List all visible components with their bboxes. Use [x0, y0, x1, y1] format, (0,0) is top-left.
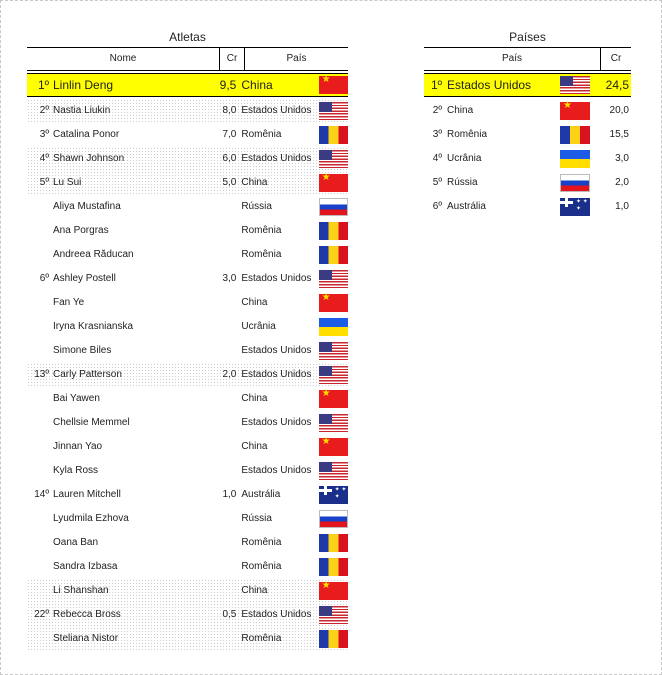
country-name: Romênia [241, 225, 282, 236]
country-name: Romênia [241, 537, 282, 548]
athlete-row [27, 627, 348, 651]
rank-cell [27, 315, 51, 339]
country-name: China [241, 585, 268, 596]
athletes-title: Atletas [169, 30, 206, 44]
header-country: País [501, 53, 522, 64]
cn-flag-icon [319, 174, 348, 192]
ua-flag-icon [560, 150, 590, 168]
cn-flag-icon [319, 390, 348, 408]
athlete-name: Jinnan Yao [53, 441, 103, 452]
country-name: Ucrânia [241, 321, 276, 332]
country-name: Romênia [241, 633, 282, 644]
name-cell [27, 507, 215, 531]
name-cell [27, 147, 215, 171]
cr-cell: 2,0 [615, 177, 629, 188]
cr-column [215, 555, 239, 579]
cr-cell: 3,0 [615, 153, 629, 164]
rank-cell [27, 627, 51, 651]
country-name: China [241, 177, 268, 188]
cn-flag-icon [319, 294, 348, 312]
rank-cell: 13º [34, 369, 49, 380]
athlete-row [27, 73, 348, 97]
cr-column: 5,0 [222, 177, 237, 188]
ru-flag-icon [319, 510, 348, 528]
athlete-name: Shawn Johnson [53, 153, 125, 164]
cr-column [215, 459, 239, 483]
athlete-name: Nastia Liukin [53, 105, 111, 116]
country-name: Romênia [241, 249, 282, 260]
cr-column [215, 507, 239, 531]
country-name: Rússia [447, 177, 478, 188]
cr-column [215, 627, 239, 651]
cr-column [215, 387, 239, 411]
rank-cell: 5º [39, 177, 49, 188]
cr-column: 0,5 [222, 609, 237, 620]
countries-title: Países [509, 30, 546, 44]
rank-cell [27, 435, 51, 459]
athlete-name: Fan Ye [53, 297, 85, 308]
name-cell [27, 267, 215, 291]
athlete-row [27, 483, 348, 507]
countries-header [424, 47, 631, 71]
ru-flag-icon [319, 198, 348, 216]
athlete-row [27, 123, 348, 147]
country-name: Estados Unidos [241, 105, 312, 116]
country-row [424, 123, 631, 147]
cr-cell: 24,5 [605, 78, 629, 92]
name-cell [27, 627, 215, 651]
country-name: Estados Unidos [241, 417, 312, 428]
cr-column: 6,0 [222, 153, 237, 164]
name-cell [27, 171, 215, 195]
country-row [424, 171, 631, 195]
athlete-row [27, 339, 348, 363]
cr-column [215, 291, 239, 315]
name-cell [27, 123, 215, 147]
rank-cell [27, 507, 51, 531]
athlete-name: Linlin Deng [53, 78, 114, 92]
athlete-row [27, 171, 348, 195]
country-name: Austrália [241, 489, 281, 500]
athlete-row [27, 435, 348, 459]
athlete-name: Aliya Mustafina [53, 201, 121, 212]
rank-cell: 3º [39, 129, 49, 140]
athlete-name: Iryna Krasnianska [53, 321, 134, 332]
country-name: Estados Unidos [241, 369, 312, 380]
rank-cell: 6º [39, 273, 49, 284]
athlete-row [27, 459, 348, 483]
country-name: Romênia [241, 129, 282, 140]
country-row [424, 195, 631, 219]
name-cell [27, 459, 215, 483]
name-cell [27, 387, 215, 411]
rank-cell [27, 531, 51, 555]
name-cell [27, 363, 215, 387]
rank-cell [27, 219, 51, 243]
country-name: Ucrânia [447, 153, 482, 164]
us-flag-icon [319, 102, 348, 120]
athlete-name: Catalina Ponor [53, 129, 120, 140]
cr-column [215, 411, 239, 435]
athlete-name: Simone Biles [53, 345, 112, 356]
country-name: China [241, 393, 268, 404]
header-cr: Cr [600, 48, 631, 70]
us-flag-icon [319, 342, 348, 360]
us-flag-icon [560, 76, 590, 94]
athlete-name: Ashley Postell [53, 273, 116, 284]
rank-cell [27, 579, 51, 603]
athlete-row [27, 243, 348, 267]
ro-flag-icon [319, 126, 348, 144]
name-cell [27, 291, 215, 315]
athlete-row [27, 507, 348, 531]
rank-cell: 2º [432, 105, 442, 116]
country-name: Romênia [241, 561, 282, 572]
country-row [424, 73, 631, 97]
cr-cell: 20,0 [609, 105, 629, 116]
cr-column [215, 243, 239, 267]
name-cell [27, 315, 215, 339]
country-row [424, 147, 631, 171]
name-cell [27, 411, 215, 435]
rank-cell [27, 387, 51, 411]
athlete-name: Rebecca Bross [53, 609, 121, 620]
country-name: Estados Unidos [241, 273, 312, 284]
rank-cell: 6º [432, 201, 442, 212]
cn-flag-icon [319, 438, 348, 456]
us-flag-icon [319, 462, 348, 480]
athlete-row [27, 195, 348, 219]
name-cell [27, 74, 215, 96]
country-name: Estados Unidos [241, 609, 312, 620]
name-cell [27, 603, 215, 627]
ro-flag-icon [319, 534, 348, 552]
cr-column [215, 219, 239, 243]
country-name: China [241, 78, 273, 92]
athlete-row [27, 555, 348, 579]
country-name: Estados Unidos [447, 78, 532, 92]
country-name: China [447, 105, 474, 116]
country-name: Estados Unidos [241, 465, 312, 476]
ro-flag-icon [319, 246, 348, 264]
ru-flag-icon [560, 174, 590, 192]
athlete-row [27, 411, 348, 435]
us-flag-icon [319, 606, 348, 624]
ro-flag-icon [319, 630, 348, 648]
ro-flag-icon [560, 126, 590, 144]
rank-cell [27, 243, 51, 267]
rank-cell [27, 339, 51, 363]
cr-column: 2,0 [222, 369, 237, 380]
athlete-row [27, 387, 348, 411]
name-cell [27, 195, 215, 219]
cr-column [215, 579, 239, 603]
athlete-row [27, 531, 348, 555]
ro-flag-icon [319, 558, 348, 576]
athlete-row [27, 291, 348, 315]
name-cell [27, 435, 215, 459]
athlete-row [27, 603, 348, 627]
rank-cell: 22º [34, 609, 49, 620]
cr-column [215, 339, 239, 363]
cr-column [215, 315, 239, 339]
cr-column [215, 195, 239, 219]
country-name: Estados Unidos [241, 345, 312, 356]
rank-cell: 14º [34, 489, 49, 500]
header-name: Nome [109, 53, 137, 64]
cr-cell: 15,5 [609, 129, 629, 140]
name-cell [27, 219, 215, 243]
athlete-name: Chellsie Memmel [53, 417, 130, 428]
cr-cell: 1,0 [615, 201, 629, 212]
au-flag-icon [319, 486, 348, 504]
countries-rows [424, 73, 631, 219]
header-cr: Cr [219, 48, 244, 70]
athlete-name: Bai Yawen [53, 393, 100, 404]
athlete-row [27, 219, 348, 243]
country-row [424, 99, 631, 123]
country-name: China [241, 297, 268, 308]
rank-cell: 4º [39, 153, 49, 164]
athlete-name: Kyla Ross [53, 465, 99, 476]
name-cell [27, 243, 215, 267]
cr-column [215, 531, 239, 555]
rank-cell: 2º [39, 105, 49, 116]
rank-cell: 1º [430, 78, 442, 92]
rank-cell [27, 195, 51, 219]
cr-column: 8,0 [222, 105, 237, 116]
cn-flag-icon [319, 76, 348, 94]
athlete-row [27, 315, 348, 339]
cn-flag-icon [319, 582, 348, 600]
athlete-name: Sandra Izbasa [53, 561, 118, 572]
rank-cell [27, 411, 51, 435]
country-name: Rússia [241, 513, 272, 524]
country-name: Austrália [447, 201, 486, 212]
rank-cell [27, 555, 51, 579]
name-cell [27, 483, 215, 507]
rank-cell: 4º [432, 153, 442, 164]
athlete-row [27, 267, 348, 291]
ua-flag-icon [319, 318, 348, 336]
cr-column [215, 435, 239, 459]
name-cell [27, 555, 215, 579]
country-name: China [241, 441, 268, 452]
cr-column: 3,0 [222, 273, 237, 284]
rank-cell [27, 459, 51, 483]
country-name: Estados Unidos [241, 153, 312, 164]
name-cell [27, 339, 215, 363]
rank-cell: 5º [432, 177, 442, 188]
athlete-name: Oana Ban [53, 537, 99, 548]
us-flag-icon [319, 270, 348, 288]
athlete-row [27, 99, 348, 123]
athlete-row [27, 147, 348, 171]
ro-flag-icon [319, 222, 348, 240]
us-flag-icon [319, 414, 348, 432]
athlete-name: Ana Porgras [53, 225, 109, 236]
us-flag-icon [319, 366, 348, 384]
us-flag-icon [319, 150, 348, 168]
athlete-name: Andreea Răducan [53, 249, 134, 260]
athlete-name: Steliana Nistor [53, 633, 119, 644]
cr-column: 1,0 [222, 489, 237, 500]
country-name: Romênia [447, 129, 488, 140]
cr-column: 9,5 [219, 78, 237, 92]
athletes-panel [27, 0, 348, 651]
athlete-name: Lu Sui [53, 177, 82, 188]
name-cell [27, 99, 215, 123]
name-cell [27, 531, 215, 555]
name-cell [27, 579, 215, 603]
athlete-name: Li Shanshan [53, 585, 109, 596]
athlete-name: Lyudmila Ezhova [53, 513, 129, 524]
athletes-header [27, 47, 348, 71]
cr-column: 7,0 [222, 129, 237, 140]
athletes-rows [27, 73, 348, 651]
country-name: Rússia [241, 201, 272, 212]
header-country: País [244, 48, 348, 70]
countries-panel [424, 0, 631, 219]
cn-flag-icon [560, 102, 590, 120]
rank-cell [27, 291, 51, 315]
rank-cell: 3º [432, 129, 442, 140]
au-flag-icon [560, 198, 590, 216]
rank-cell: 1º [37, 78, 49, 92]
athlete-row [27, 579, 348, 603]
athlete-row [27, 363, 348, 387]
athlete-name: Carly Patterson [53, 369, 122, 380]
athlete-name: Lauren Mitchell [53, 489, 121, 500]
